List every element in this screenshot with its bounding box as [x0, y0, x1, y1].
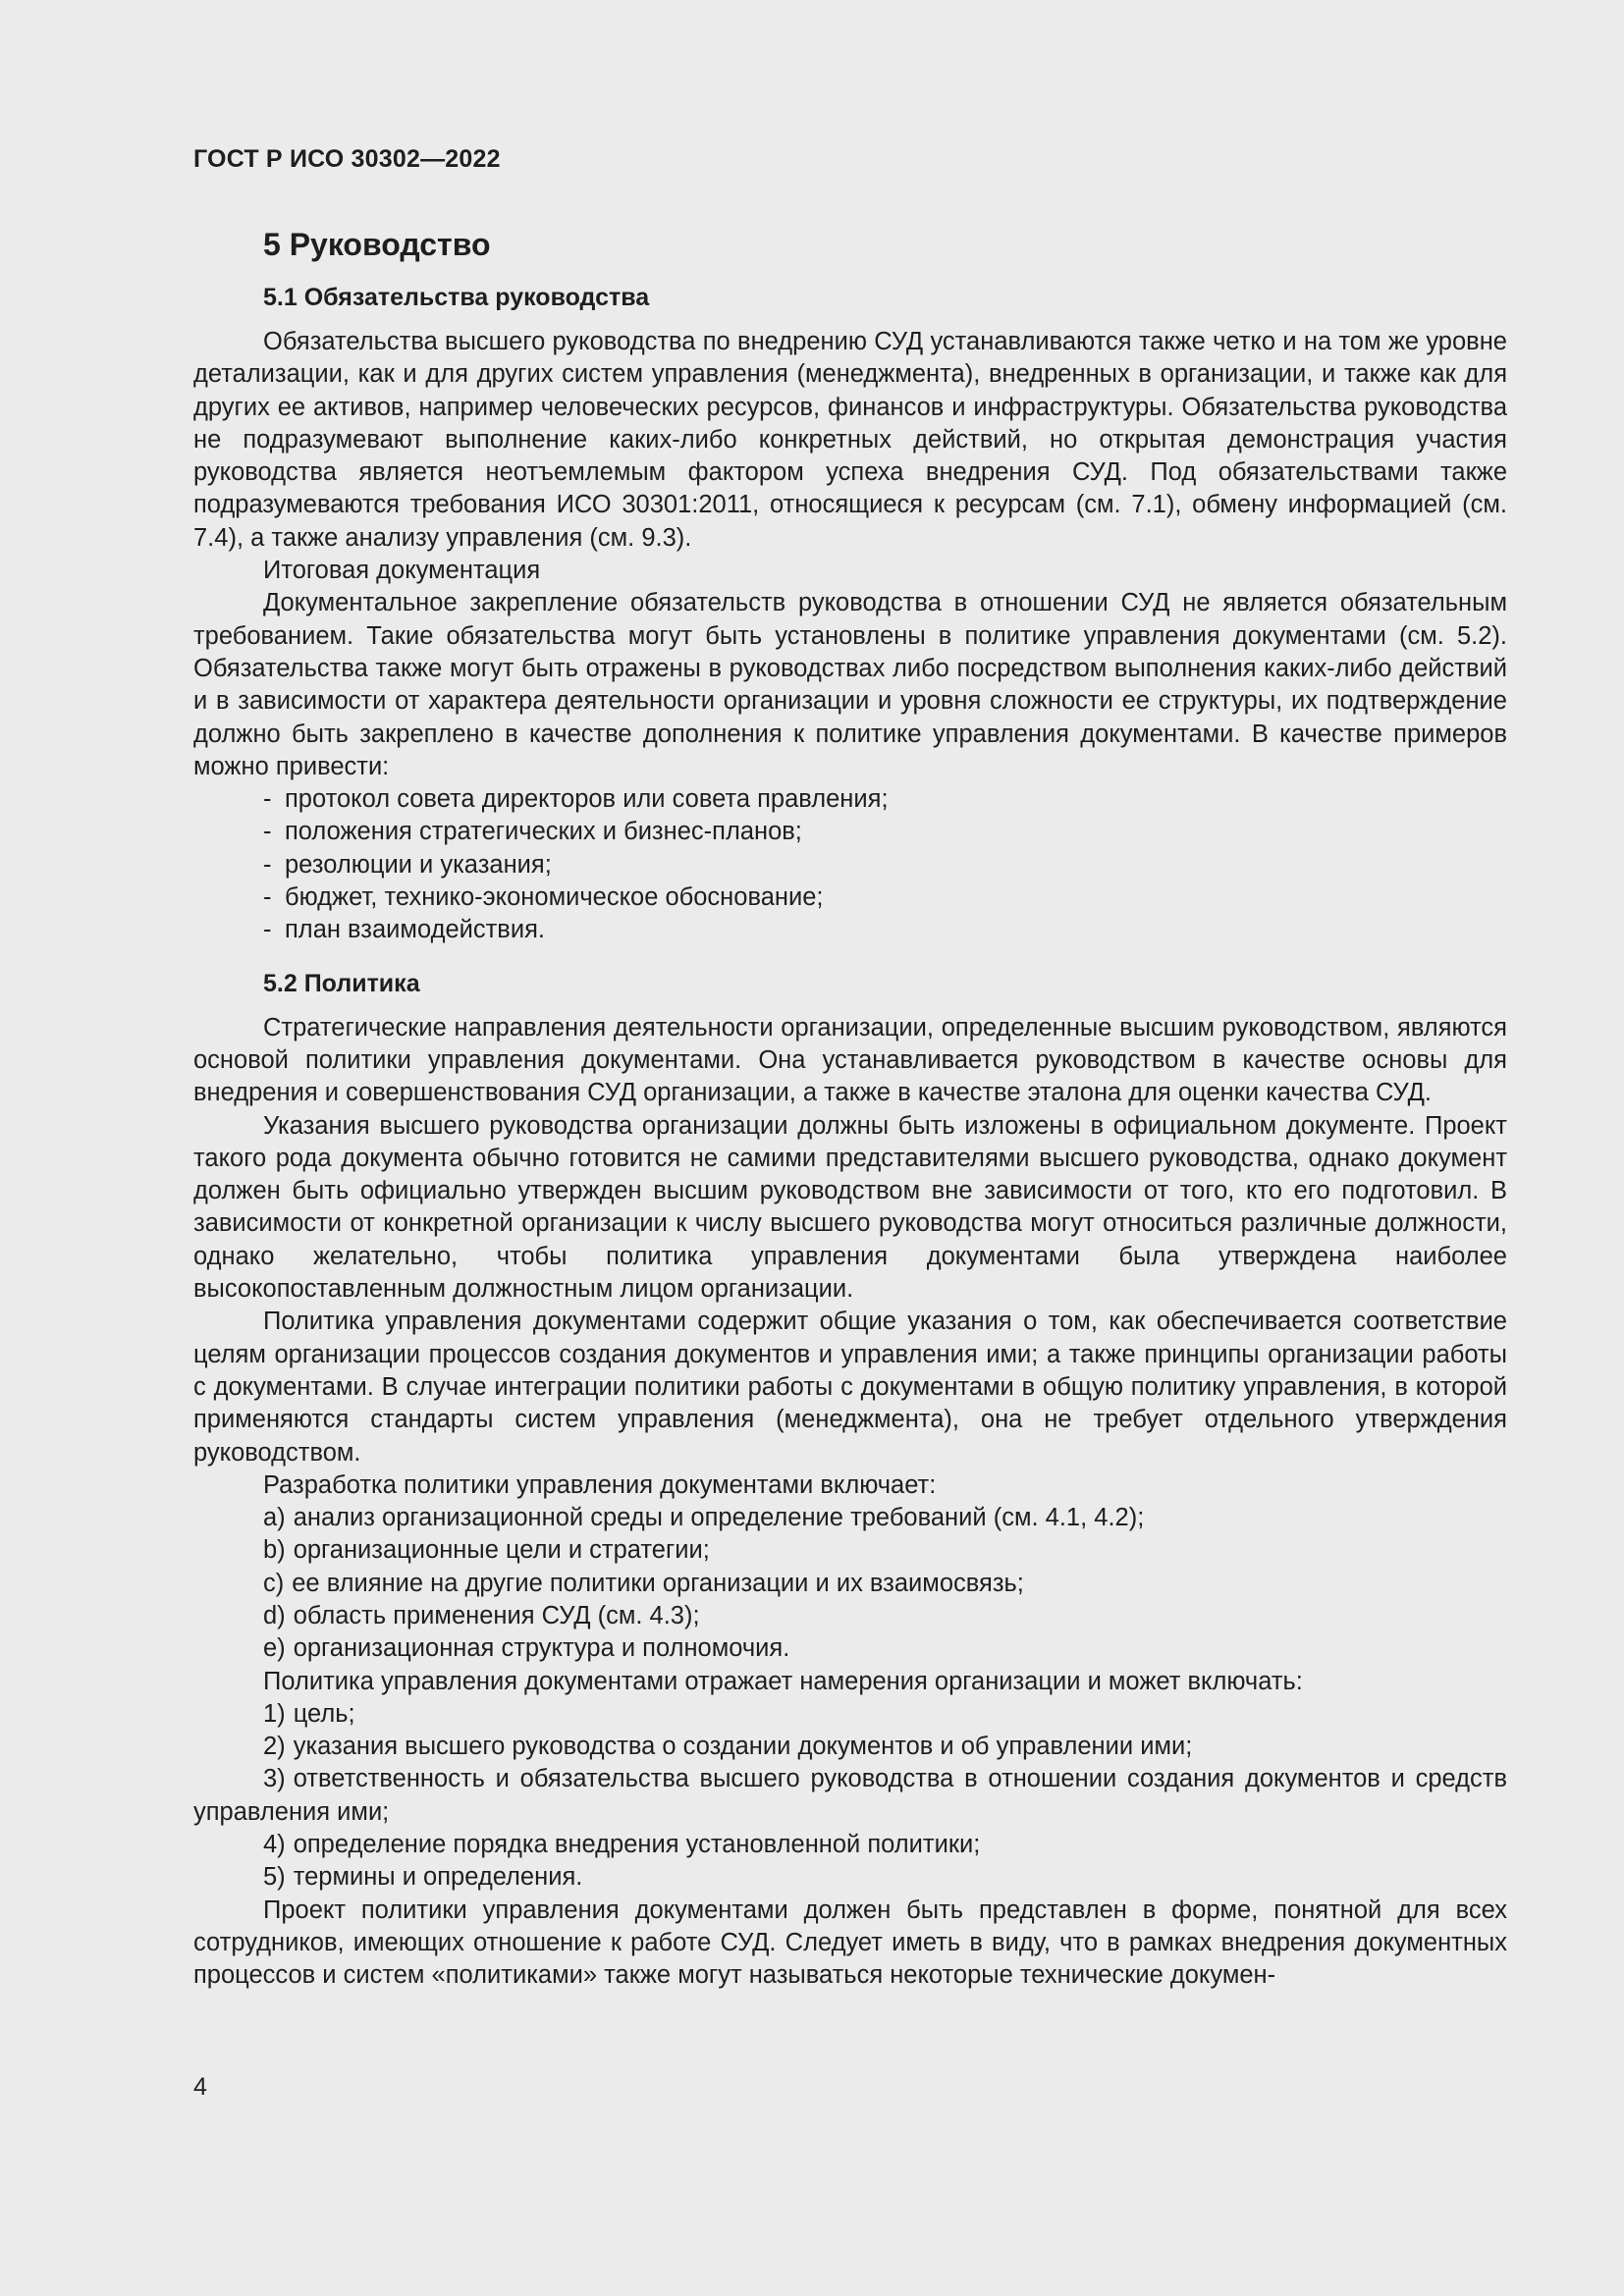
list-item: [193, 1763, 1507, 1829]
list-marker: -: [263, 785, 272, 814]
list-item-text: ее влияние на другие политики организации и их взаимосвязь;: [292, 1569, 1024, 1597]
list-item-text: протокол совета директоров или совета правления;: [285, 785, 889, 814]
list-marker: -: [263, 916, 272, 944]
list-marker: -: [263, 850, 272, 879]
list-item-text: термины и определения.: [293, 1863, 583, 1892]
list-item: [193, 849, 1507, 881]
paragraph: Политика управления документами содержит общие указания о том, как обеспечивается соответствие целям организации процессов создания документов и управления ими; а также принципы организации работы с документами. В случае интеграции политики работы с документами в общую политику управления, в которой применяются стандарты систем управления (менеджмента), она не требует отдельного утверждения руководством.: [193, 1308, 1507, 1467]
list-item: [193, 1861, 1507, 1894]
list-marker: 3): [263, 1765, 286, 1793]
list-item-text: цель;: [293, 1699, 355, 1728]
section-title: 5 Руководство: [263, 227, 491, 262]
list-item: [193, 1568, 1507, 1600]
paragraph: Итоговая документация: [263, 557, 541, 585]
paragraph: Документальное закрепление обязательств руководства в отношении СУД не является обязательным требованием. Такие обязательства могут быть установлены в политике управления документами (см. 5.2). Обязательства также могут быть отражены в руководствах либо посредством выполнения каких-либо действий и в зависимости от характера деятельности организации и уровня сложности ее структуры, их подтверждение должно быть закреплено в качестве дополнения к политике управления документами. В качестве примеров можно привести:: [193, 589, 1507, 780]
list-item-text: область применения СУД (см. 4.3);: [293, 1601, 700, 1629]
document-code-header: ГОСТ Р ИСО 30302—2022: [193, 145, 501, 173]
list-item-text: организационная структура и полномочия.: [293, 1634, 790, 1663]
paragraph: Разработка политики управления документами включает:: [263, 1470, 937, 1499]
list-item: [193, 1731, 1507, 1763]
subsection-5-1-title: 5.1 Обязательства руководства: [263, 284, 650, 311]
list-item: [193, 1829, 1507, 1861]
list-marker: 2): [263, 1733, 286, 1761]
subsection-5-2-title: 5.2 Политика: [263, 969, 420, 997]
list-marker: -: [263, 883, 272, 912]
list-marker: 5): [263, 1863, 286, 1892]
list-item-text: организационные цели и стратегии;: [293, 1536, 710, 1565]
list-marker: c): [263, 1569, 285, 1597]
list-item-text: резолюции и указания;: [285, 850, 552, 879]
list-item-text: указания высшего руководства о создании документов и об управлении ими;: [293, 1733, 1193, 1761]
paragraph: Политика управления документами отражает намерения организации и может включать:: [263, 1667, 1303, 1695]
list-item-text: план взаимодействия.: [285, 916, 545, 944]
page-content: [193, 222, 1507, 1993]
paragraph: Стратегические направления деятельности организации, определенные высшим руководством, являются основой политики управления документами. Она устанавливается руководством в качестве основы для внедрения и совершенствования СУД организации, а также в качестве эталона для оценки качества СУД.: [193, 1013, 1507, 1107]
list-marker: 4): [263, 1831, 286, 1859]
list-item: [193, 816, 1507, 848]
list-item-text: ответственность и обязательства высшего руководства в отношении создания документов и средств управления ими;: [193, 1765, 1507, 1826]
list-item: [193, 881, 1507, 914]
list-marker: b): [263, 1536, 286, 1565]
list-marker: -: [263, 818, 272, 846]
page-number: 4: [193, 2073, 207, 2101]
list-item: [193, 914, 1507, 946]
list-item-text: бюджет, технико-экономическое обоснование;: [285, 883, 824, 912]
paragraph: Проект политики управления документами должен быть представлен в форме, понятной для всех сотрудников, имеющих отношение к работе СУД. Следует иметь в виду, что в рамках внедрения документных процессов и систем «политиками» также могут называться некоторые технические докумен-: [193, 1896, 1507, 1990]
list-item: [193, 1698, 1507, 1731]
list-item: [193, 1502, 1507, 1534]
list-item-text: определение порядка внедрения установленной политики;: [293, 1831, 981, 1859]
list-item-text: положения стратегических и бизнес-планов;: [285, 818, 802, 846]
list-marker: 1): [263, 1699, 286, 1728]
list-marker: a): [263, 1504, 286, 1532]
document-page: [193, 0, 1507, 2296]
paragraph: Указания высшего руководства организации должны быть изложены в официальном документе. Проект такого рода документа обычно готовится не самими представителями высшего руководства, однако документ должен быть официально утвержден высшим руководством вне зависимости от того, кто его подготовил. В зависимости от конкретной организации к числу высшего руководства могут относиться различные должности, однако желательно, чтобы политика управления документами была утверждена наиболее высокопоставленным должностным лицом организации.: [193, 1111, 1507, 1304]
paragraph: Обязательства высшего руководства по внедрению СУД устанавливаются также четко и на том же уровне детализации, как и для других систем управления (менеджмента), внедренных в организации, и также как для других ее активов, например человеческих ресурсов, финансов и инфраструктуры. Обязательства руководства не подразумевают выполнение каких-либо конкретных действий, но открытая демонстрация участия руководства является неотъемлемым фактором успеха внедрения СУД. Под обязательствами также подразумеваются требования ИСО 30301:2011, относящиеся к ресурсам (см. 7.1), обмену информацией (см. 7.4), а также анализу управления (см. 9.3).: [193, 328, 1507, 552]
list-item-text: анализ организационной среды и определение требований (см. 4.1, 4.2);: [293, 1504, 1145, 1532]
list-item: [193, 1534, 1507, 1567]
list-item: [193, 1600, 1507, 1632]
list-marker: e): [263, 1634, 286, 1663]
list-item: [193, 783, 1507, 816]
list-marker: d): [263, 1601, 286, 1629]
list-item: [193, 1632, 1507, 1665]
